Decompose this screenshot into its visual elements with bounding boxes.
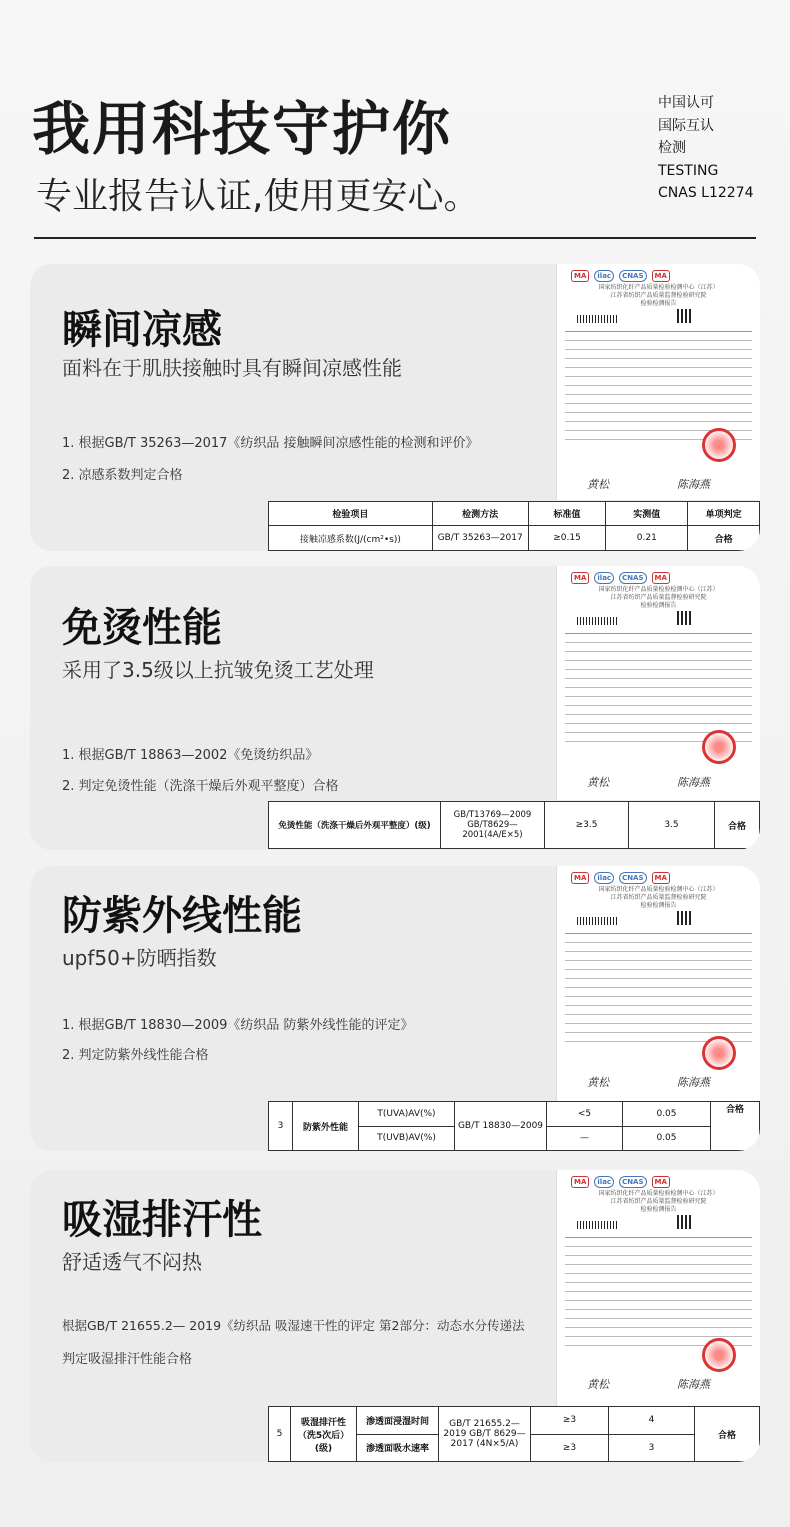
table-cell: T(UVA)AV(%) <box>359 1102 455 1127</box>
table-cell: ≥3.5 <box>545 802 629 849</box>
card-description: 面料在于肌肤接触时具有瞬间凉感性能 <box>62 356 402 380</box>
ma-logo: MA <box>652 572 670 584</box>
ilac-logo: ilac <box>594 1176 614 1188</box>
table-cell: 免烫性能（洗涤干燥后外观平整度）(级) <box>269 802 441 849</box>
table-cell: 3.5 <box>629 802 715 849</box>
signature: 陈海燕 <box>677 776 710 789</box>
report-header-1: 国家纺织化纤产品质量检验检测中心（江苏） <box>598 284 719 291</box>
table-cell: 渗透面浸湿时间 <box>357 1407 439 1435</box>
table-cell: GB/T 21655.2—2019 GB/T 8629—2017 (4N×5/A) <box>439 1407 531 1462</box>
table-cell: 4 <box>609 1407 695 1435</box>
table-cell: 3 <box>609 1434 695 1462</box>
feature-card-uv <box>30 866 760 1151</box>
report-header-2: 江苏省纺织产品质量监督检验研究院 <box>610 594 707 601</box>
table-cell: 3 <box>269 1102 293 1151</box>
signature: 黄松 <box>587 776 609 789</box>
header-divider <box>34 237 756 239</box>
card-ref: 判定吸湿排汗性能合格 <box>62 1352 193 1367</box>
barcode-icon <box>577 1221 617 1229</box>
table-cell: ≥0.15 <box>528 526 606 551</box>
table-cell: 接触凉感系数(J/(cm²•s)) <box>269 526 433 551</box>
test-report-image <box>556 1170 760 1406</box>
signature: 陈海燕 <box>677 1378 710 1391</box>
card-title: 免烫性能 <box>62 605 222 651</box>
report-header-2: 江苏省纺织产品质量监督检验研究院 <box>610 292 707 299</box>
table-cell: T(UVB)AV(%) <box>359 1126 455 1151</box>
table-cell: 合格 <box>688 526 760 551</box>
test-result-table <box>268 1101 760 1151</box>
qr-code-icon <box>677 911 691 925</box>
report-header-2: 江苏省纺织产品质量监督检验研究院 <box>610 1198 707 1205</box>
card-ref: 1. 根据GB/T 18863—2002《免烫纺织品》 <box>62 748 319 763</box>
official-seal-icon <box>702 1036 736 1070</box>
feature-card-noniron <box>30 566 760 850</box>
table-cell: GB/T13769—2009 GB/T8629—2001(4A/E×5) <box>441 802 545 849</box>
cnas-logo: CNAS <box>619 270 646 282</box>
table-cell: GB/T 35263—2017 <box>432 526 528 551</box>
cert-line: 国际互认 <box>658 117 714 134</box>
table-cell: 合格 <box>695 1407 760 1462</box>
table-header: 标准值 <box>528 502 606 526</box>
ma-logo: MA <box>571 1176 589 1188</box>
table-cell: 0.05 <box>623 1102 711 1127</box>
official-seal-icon <box>702 1338 736 1372</box>
page-title: 我用科技守护你 <box>32 95 453 163</box>
card-description: 舒适透气不闷热 <box>62 1250 202 1274</box>
report-header-3: 检验检测报告 <box>640 300 677 307</box>
test-report-image <box>556 866 760 1102</box>
table-cell: <5 <box>547 1102 623 1127</box>
table-cell: 防紫外性能 <box>293 1102 359 1151</box>
table-cell: 合格 <box>711 1102 760 1151</box>
barcode-icon <box>577 917 617 925</box>
cnas-logo: CNAS <box>619 872 646 884</box>
report-header-1: 国家纺织化纤产品质量检验检测中心（江苏） <box>598 1190 719 1197</box>
table-cell: 0.05 <box>623 1126 711 1151</box>
qr-code-icon <box>677 309 691 323</box>
test-result-table <box>268 1406 760 1462</box>
official-seal-icon <box>702 428 736 462</box>
feature-card-cooling <box>30 264 760 551</box>
card-title: 吸湿排汗性 <box>62 1197 262 1243</box>
cnas-logo: CNAS <box>619 572 646 584</box>
certification-list <box>658 92 778 205</box>
table-cell: 吸湿排汗性（洗5次后）(级) <box>291 1407 357 1462</box>
ma-logo: MA <box>571 270 589 282</box>
qr-code-icon <box>677 611 691 625</box>
card-ref: 2. 判定免烫性能（洗涤干燥后外观平整度）合格 <box>62 779 339 794</box>
signature: 陈海燕 <box>677 478 710 491</box>
page-subtitle: 专业报告认证,使用更安心。 <box>36 176 480 217</box>
signature: 陈海燕 <box>677 1076 710 1089</box>
report-header-1: 国家纺织化纤产品质量检验检测中心（江苏） <box>598 586 719 593</box>
table-header: 单项判定 <box>688 502 760 526</box>
signature: 黄松 <box>587 478 609 491</box>
barcode-icon <box>577 315 617 323</box>
card-title: 瞬间凉感 <box>62 307 222 353</box>
ma-logo: MA <box>652 872 670 884</box>
ilac-logo: ilac <box>594 872 614 884</box>
table-header: 检验项目 <box>269 502 433 526</box>
signature: 黄松 <box>587 1378 609 1391</box>
table-cell: ≥3 <box>531 1434 609 1462</box>
barcode-icon <box>577 617 617 625</box>
cnas-logo: CNAS <box>619 1176 646 1188</box>
test-result-table <box>268 501 760 551</box>
report-header-3: 检验检测报告 <box>640 602 677 609</box>
ilac-logo: ilac <box>594 270 614 282</box>
cert-line: CNAS L12274 <box>658 185 754 201</box>
official-seal-icon <box>702 730 736 764</box>
table-cell: 0.21 <box>606 526 688 551</box>
cert-line: TESTING <box>658 162 719 179</box>
signature: 黄松 <box>587 1076 609 1089</box>
cert-line: 中国认可 <box>658 95 714 111</box>
report-header-3: 检验检测报告 <box>640 902 677 909</box>
ilac-logo: ilac <box>594 572 614 584</box>
table-cell: 渗透面吸水速率 <box>357 1434 439 1462</box>
ma-logo: MA <box>571 872 589 884</box>
report-header-2: 江苏省纺织产品质量监督检验研究院 <box>610 894 707 901</box>
table-cell: GB/T 18830—2009 <box>455 1102 547 1151</box>
table-header: 检测方法 <box>432 502 528 526</box>
card-ref: 1. 根据GB/T 35263—2017《纺织品 接触瞬间凉感性能的检测和评价》 <box>62 436 479 451</box>
table-cell: 5 <box>269 1407 291 1462</box>
ma-logo: MA <box>571 572 589 584</box>
test-report-image <box>556 264 760 500</box>
card-title: 防紫外线性能 <box>62 893 302 939</box>
report-header-1: 国家纺织化纤产品质量检验检测中心（江苏） <box>598 886 719 893</box>
test-report-image <box>556 566 760 800</box>
table-cell: ≥3 <box>531 1407 609 1435</box>
report-logos <box>557 264 760 284</box>
card-description: 采用了3.5级以上抗皱免烫工艺处理 <box>62 658 374 682</box>
table-cell: 合格 <box>715 802 760 849</box>
ma-logo: MA <box>652 270 670 282</box>
cert-line: 检测 <box>658 140 686 156</box>
report-rows <box>565 331 752 440</box>
card-ref: 2. 凉感系数判定合格 <box>62 468 183 483</box>
report-header-3: 检验检测报告 <box>640 1206 677 1213</box>
card-ref: 1. 根据GB/T 18830—2009《纺织品 防紫外线性能的评定》 <box>62 1018 414 1033</box>
qr-code-icon <box>677 1215 691 1229</box>
ma-logo: MA <box>652 1176 670 1188</box>
card-description: upf50+防晒指数 <box>62 946 217 970</box>
feature-card-wicking <box>30 1170 760 1462</box>
card-ref: 2. 判定防紫外线性能合格 <box>62 1048 209 1063</box>
card-ref: 根据GB/T 21655.2— 2019《纺织品 吸湿速干性的评定 第2部分：动态水分传递法 <box>62 1318 525 1333</box>
table-header: 实测值 <box>606 502 688 526</box>
table-cell: — <box>547 1126 623 1151</box>
test-result-table <box>268 801 760 849</box>
